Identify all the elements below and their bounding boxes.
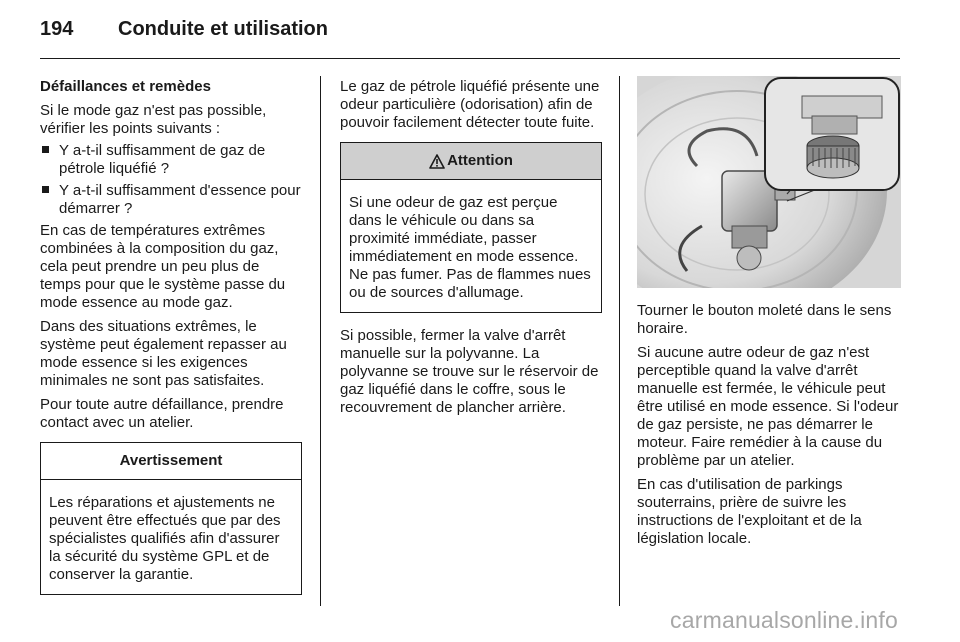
notice-title: Avertissement xyxy=(41,443,301,480)
page-title: Conduite et utilisation xyxy=(118,18,328,40)
paragraph: Pour toute autre défaillance, prendre contact avec un atelier. xyxy=(40,396,284,431)
notice-text: Les réparations et ajustements ne peuvent être effectués que par des spécialistes qualifiés afin d'assurer la sécurité du système GPL et de conserver la garantie. xyxy=(49,494,281,583)
attention-text: Si une odeur de gaz est perçue dans le véhicule ou dans sa proximité immédiate, passer immédiatement en mode essence. Ne pas fumer. Pas de flammes nues ou de sources d'allumage. xyxy=(349,194,591,301)
gas-valve-illustration xyxy=(637,76,901,288)
watermark-text: carmanualsonline.info xyxy=(670,607,898,633)
column-divider xyxy=(619,76,620,606)
paragraph: Si aucune autre odeur de gaz n'est perceptible quand la valve d'arrêt manuelle est fermée, le véhicule peut être utilisé en mode essence. Si l'odeur de gaz persiste, ne pas démarrer le moteur. Faire remédier à la cause du problème par un atelier. xyxy=(637,344,899,469)
paragraph: En cas d'utilisation de parkings souterrains, prière de suivre les instructions de l'exploitant et de la législation locale. xyxy=(637,476,862,547)
list-item xyxy=(40,142,302,178)
warning-triangle-icon xyxy=(429,154,445,169)
section-heading: Défaillances et remèdes xyxy=(40,78,211,95)
intro-text: Si le mode gaz n'est pas possible, vérifier les points suivants : xyxy=(40,102,267,137)
list-item-text: Y a-t-il suffisamment d'essence pour démarrer ? xyxy=(59,182,301,217)
notice-box xyxy=(40,442,302,595)
page-number: 194 xyxy=(40,18,74,40)
header-divider xyxy=(40,58,900,59)
valve-drawing xyxy=(637,76,901,288)
attention-box xyxy=(340,142,602,313)
column-left xyxy=(40,78,302,595)
attention-header xyxy=(341,143,601,180)
column-divider xyxy=(320,76,321,606)
paragraph: Le gaz de pétrole liquéfié présente une odeur particulière (odorisation) afin de pouvoir facilement détecter toute fuite. xyxy=(340,78,600,131)
paragraph: Tourner le bouton moleté dans le sens horaire. xyxy=(637,302,892,337)
page-header xyxy=(40,18,328,48)
checklist xyxy=(40,142,302,218)
list-item xyxy=(40,182,302,218)
paragraph: Dans des situations extrêmes, le système peut également repasser au mode essence si les exigences minimales ne sont pas satisfaites. xyxy=(40,318,287,389)
column-middle xyxy=(340,78,602,423)
paragraph: En cas de températures extrêmes combinées à la composition du gaz, cela peut prendre un peu plus de temps pour que le système passe du mode essence au mode gaz. xyxy=(40,222,286,311)
attention-title: Attention xyxy=(447,152,513,169)
list-item-text: Y a-t-il suffisamment de gaz de pétrole liquéfié ? xyxy=(59,142,266,177)
paragraph: Si possible, fermer la valve d'arrêt manuelle sur la polyvanne. La polyvanne se trouve sur le réservoir de gaz liquéfié dans le coffre, sous le recouvrement de plancher arrière. xyxy=(340,327,599,416)
bullet-square-icon xyxy=(42,186,49,193)
column-right xyxy=(637,302,901,554)
bullet-square-icon xyxy=(42,146,49,153)
